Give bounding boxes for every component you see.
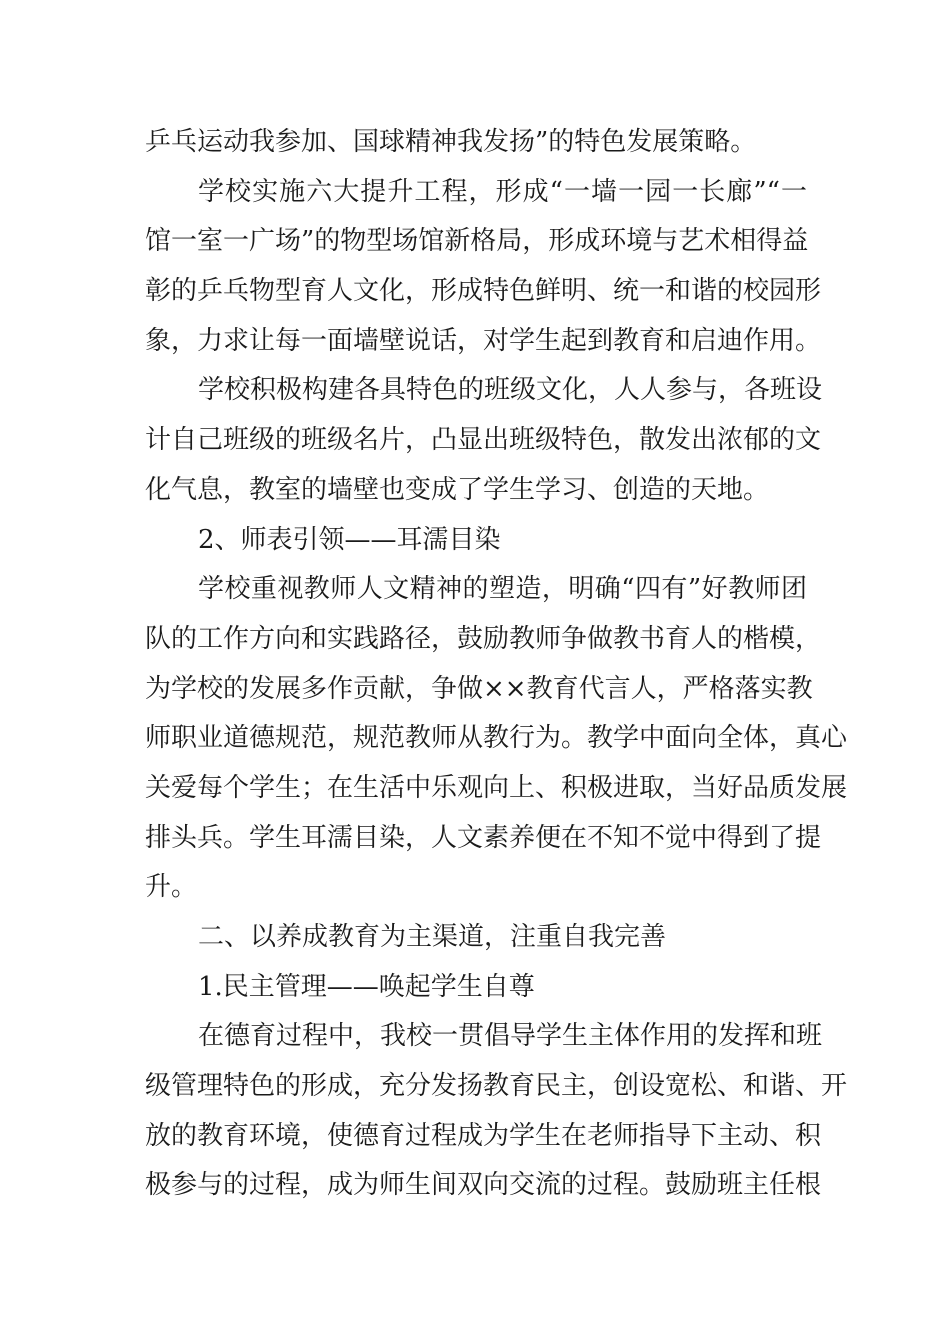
text-line: 彰的乒乓物型育人文化，形成特色鲜明、统一和谐的校园形 <box>145 276 822 307</box>
text-line: 为学校的发展多作贡献，争做××教育代言人，严格落实教 <box>145 673 813 704</box>
text-line: 在德育过程中，我校一贯倡导学生主体作用的发挥和班 <box>198 1021 823 1052</box>
text-line: 关爱每个学生；在生活中乐观向上、积极进取，当好品质发展 <box>145 772 848 803</box>
text-line: 队的工作方向和实践路径，鼓励教师争做教书育人的楷模， <box>145 623 822 654</box>
text-line: 二、以养成教育为主渠道，注重自我完善 <box>198 922 667 952</box>
text-line: 1.民主管理——唤起学生自尊 <box>198 971 535 1002</box>
text-line: 化气息，教室的墙壁也变成了学生学习、创造的天地。 <box>145 474 770 505</box>
text-line: 馆一室一广场”的物型场馆新格局，形成环境与艺术相得益 <box>145 226 809 257</box>
text-line: 计自己班级的班级名片，凸显出班级特色，散发出浓郁的文 <box>145 425 822 456</box>
text-line: 学校重视教师人文精神的塑造，明确“四有”好教师团 <box>198 574 807 605</box>
text-line: 学校实施六大提升工程，形成“一墙一园一长廊”“一 <box>198 176 807 207</box>
text-line: 象，力求让每一面墙壁说话，对学生起到教育和启迪作用。 <box>145 325 822 356</box>
text-line: 级管理特色的形成，充分发扬教育民主，创设宽松、和谐、开 <box>145 1071 848 1102</box>
text-line: 放的教育环境，使德育过程成为学生在老师指导下主动、积 <box>145 1120 822 1151</box>
text-line: 师职业道德规范，规范教师从教行为。教学中面向全体，真心 <box>145 723 848 754</box>
document-page <box>145 118 848 1211</box>
text-line: 升。 <box>145 872 198 903</box>
text-line: 极参与的过程，成为师生间双向交流的过程。鼓励班主任根 <box>145 1170 822 1201</box>
text-line: 乒乓运动我参加、国球精神我发扬”的特色发展策略。 <box>145 127 757 157</box>
text-line: 学校积极构建各具特色的班级文化，人人参与，各班设 <box>198 375 823 406</box>
text-line: 2、师表引领——耳濡目染 <box>198 524 501 555</box>
text-line: 排头兵。学生耳濡目染，人文素养便在不知不觉中得到了提 <box>145 822 822 853</box>
